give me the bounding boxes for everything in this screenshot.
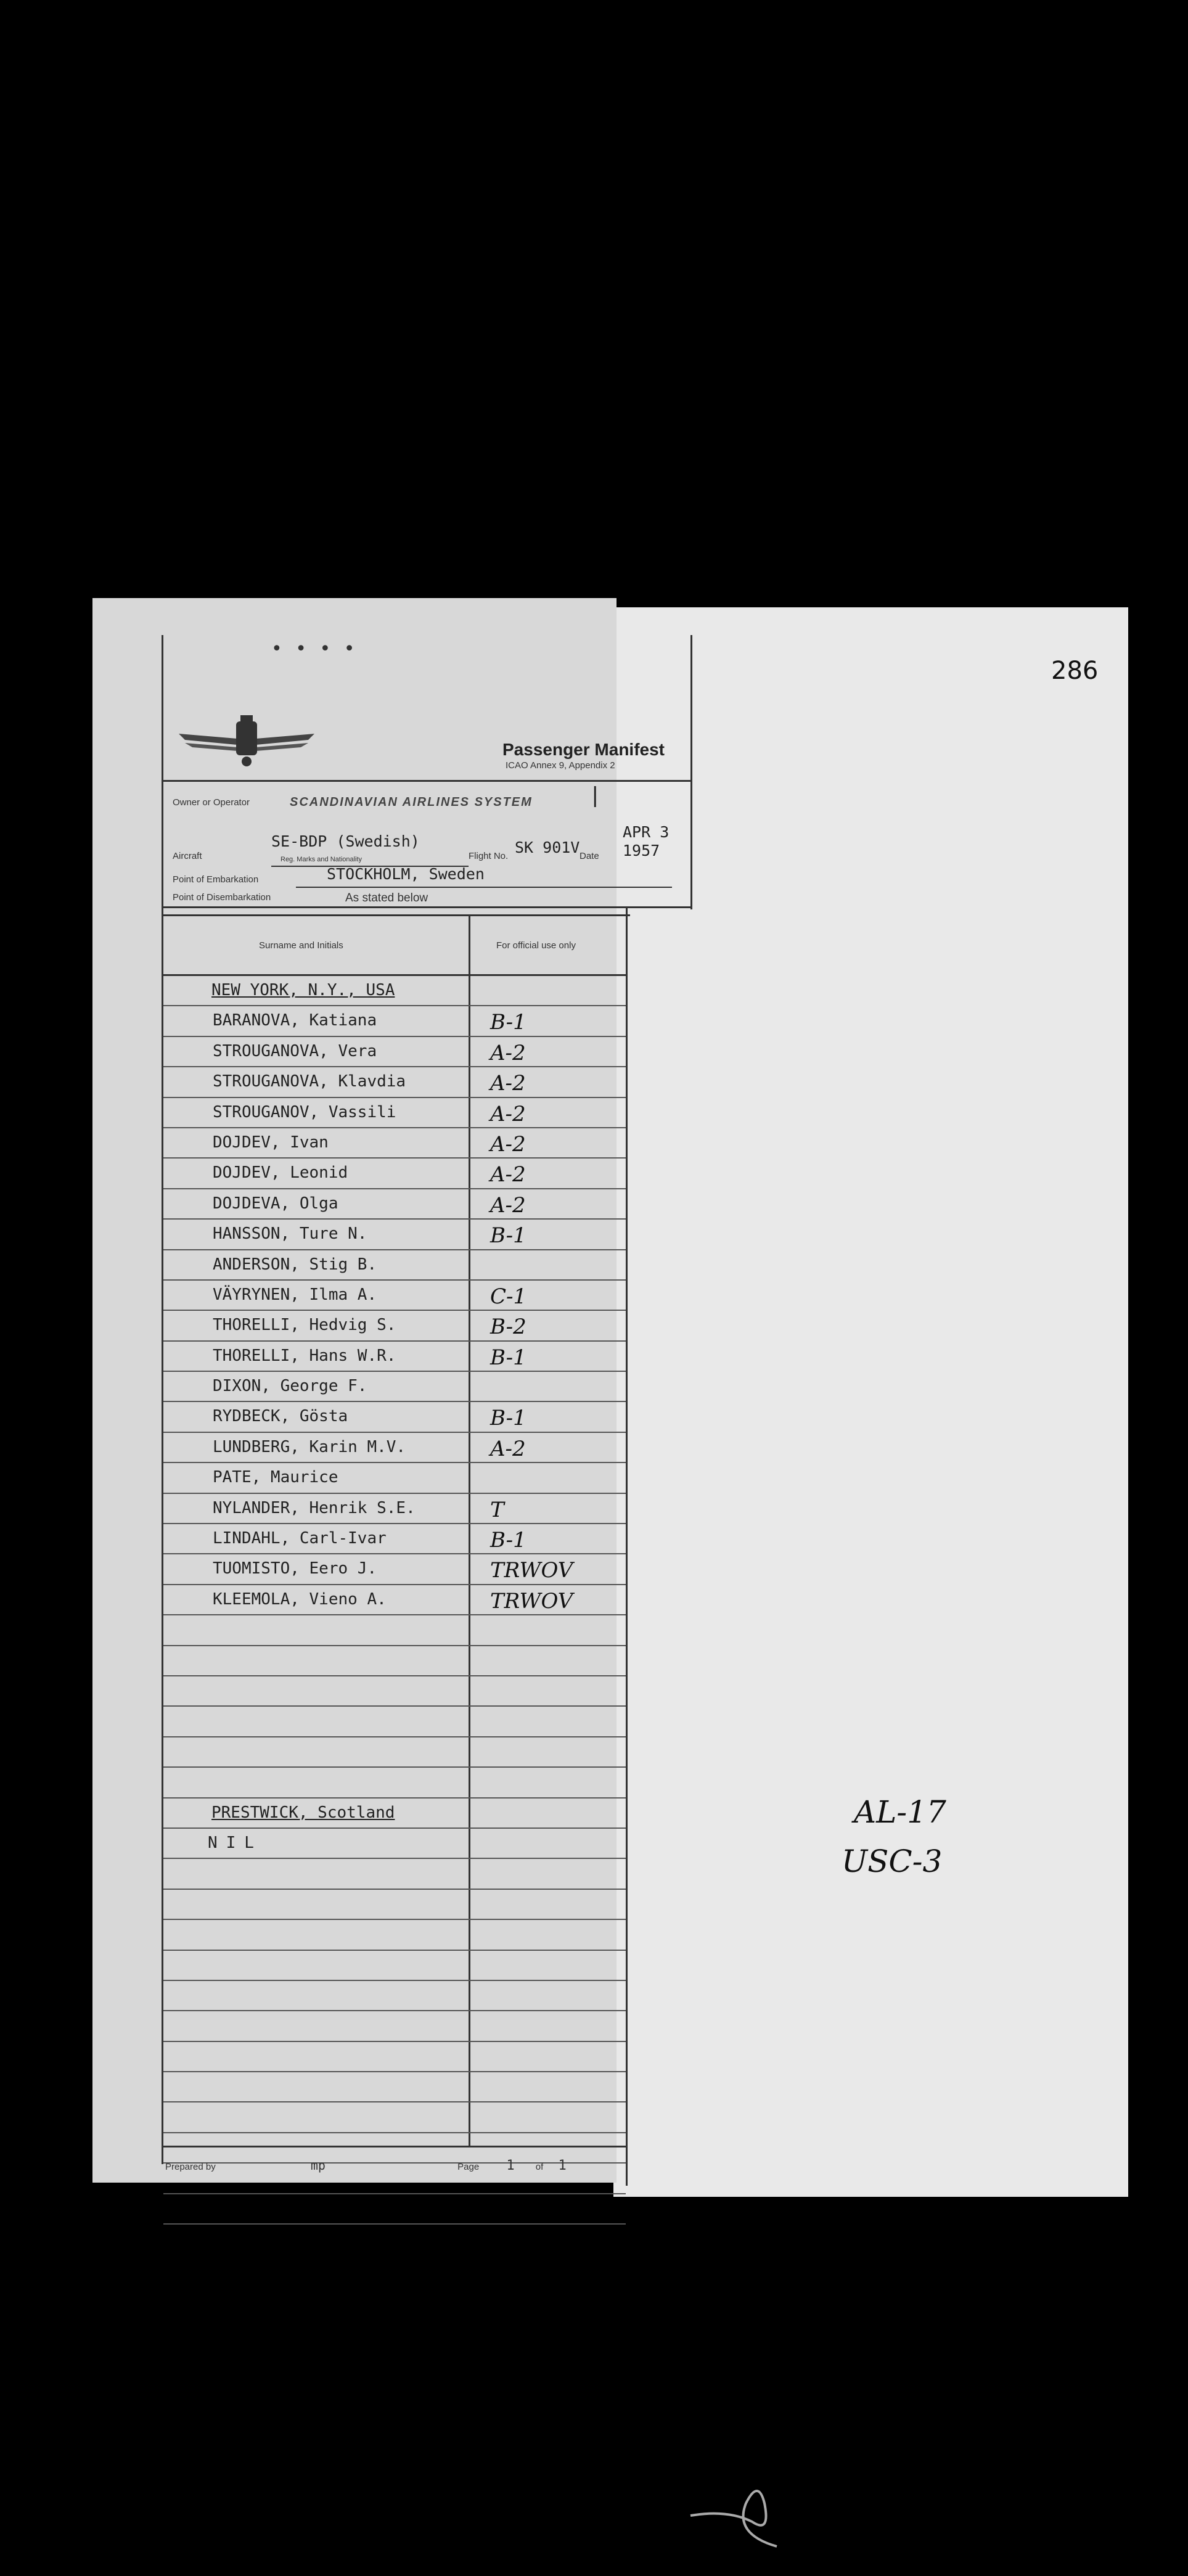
- official-code: B-1: [490, 1010, 526, 1035]
- table-row: [163, 1433, 626, 1463]
- table-row: [163, 1981, 626, 2011]
- of-label: of: [535, 2162, 544, 2172]
- table-row: [163, 1859, 626, 1889]
- official-code: C-1: [490, 1284, 527, 1309]
- passenger-name: RYDBECK, Gösta: [213, 1407, 348, 1426]
- column-header-official: For official use only: [496, 940, 576, 951]
- passenger-name: STROUGANOV, Vassili: [213, 1102, 396, 1122]
- table-row: [163, 1159, 626, 1189]
- disembark-value: As stated below: [345, 892, 428, 904]
- of-value: 1: [558, 2158, 567, 2173]
- title-rule: [162, 780, 692, 782]
- page-value: 1: [506, 2158, 515, 2173]
- official-code: B-2: [490, 1315, 526, 1340]
- table-row: [163, 1920, 626, 1950]
- page-number: 286: [1051, 657, 1099, 685]
- official-code: A-2: [490, 1436, 526, 1461]
- section-heading: PRESTWICK, Scotland: [211, 1803, 395, 1822]
- passenger-name: ANDERSON, Stig B.: [213, 1255, 377, 1274]
- official-code: TRWOV: [490, 1588, 573, 1614]
- table-row: [163, 2011, 626, 2041]
- owner-value: SCANDINAVIAN AIRLINES SYSTEM: [290, 795, 533, 809]
- official-code: B-1: [490, 1223, 526, 1249]
- passenger-name: PATE, Maurice: [213, 1468, 338, 1487]
- official-code: A-2: [490, 1040, 526, 1065]
- airline-winged-crest-icon: [179, 709, 314, 771]
- embark-value: STOCKHOLM, Sweden: [327, 865, 485, 883]
- passenger-name: DIXON, George F.: [213, 1377, 367, 1396]
- table-row: [163, 1524, 626, 1554]
- official-code: A-2: [490, 1131, 526, 1157]
- owner-label: Owner or Operator: [173, 797, 250, 808]
- passenger-name: NIL: [208, 1833, 263, 1852]
- official-code: TRWOV: [490, 1558, 573, 1583]
- passenger-name: BARANOVA, Katiana: [213, 1011, 377, 1030]
- passenger-name: DOJDEV, Ivan: [213, 1133, 329, 1152]
- table-row: [163, 2042, 626, 2072]
- table-row: [163, 1737, 626, 1768]
- official-code: T: [490, 1497, 504, 1522]
- owner-mark: |: [589, 783, 602, 808]
- table-row: [163, 1890, 626, 1920]
- table-row: [163, 1799, 626, 1829]
- official-code: B-1: [490, 1528, 526, 1553]
- disembark-label: Point of Disembarkation: [173, 892, 271, 903]
- table-row: [163, 1189, 626, 1220]
- table-row: [163, 1585, 626, 1615]
- header-bottom-rule: [162, 906, 692, 908]
- table-row: [163, 2194, 626, 2225]
- table-row: [163, 1281, 626, 1311]
- table-row: [163, 1220, 626, 1250]
- table-row: [163, 1646, 626, 1676]
- table-row: [163, 1829, 626, 1859]
- table-row: [163, 2072, 626, 2102]
- manifest-title: Passenger Manifest: [502, 740, 665, 759]
- official-code: A-2: [490, 1071, 526, 1096]
- side-note-line1: AL-17: [854, 1794, 946, 1830]
- table-row: [163, 1067, 626, 1097]
- date-value-line1: APR 3: [623, 823, 670, 841]
- passenger-name: VÄYRYNEN, Ilma A.: [213, 1285, 377, 1304]
- table-row: [163, 1494, 626, 1524]
- passenger-name: THORELLI, Hans W.R.: [213, 1346, 396, 1365]
- table-top-rule: [162, 914, 630, 916]
- official-code: A-2: [490, 1162, 526, 1188]
- passenger-name: NYLANDER, Henrik S.E.: [213, 1498, 416, 1517]
- passenger-name: STROUGANOVA, Klavdia: [213, 1072, 406, 1091]
- table-row: [163, 1006, 626, 1036]
- passenger-name: DOJDEVA, Olga: [213, 1194, 338, 1213]
- passenger-name: LINDAHL, Carl-Ivar: [213, 1529, 387, 1548]
- passenger-list: [163, 976, 626, 2225]
- manifest-subtitle: ICAO Annex 9, Appendix 2: [506, 760, 615, 771]
- table-row: [163, 1707, 626, 1737]
- footer-bar: [165, 2158, 567, 2173]
- page-label: Page: [457, 2162, 480, 2172]
- table-row: [163, 1768, 626, 1798]
- table-row: [163, 1128, 626, 1159]
- official-code: A-2: [490, 1101, 526, 1126]
- table-row: [163, 1676, 626, 1707]
- official-code: B-1: [490, 1345, 526, 1370]
- aircraft-value: SE-BDP (Swedish): [271, 832, 420, 850]
- table-row: [163, 976, 626, 1006]
- embark-underline: [296, 887, 672, 888]
- table-row: [163, 1311, 626, 1341]
- date-label: Date: [580, 851, 599, 861]
- aircraft-label: Aircraft: [173, 851, 202, 861]
- table-row: [163, 1372, 626, 1402]
- flight-label: Flight No.: [469, 851, 509, 861]
- table-row: [163, 2102, 626, 2133]
- passenger-name: LUNDBERG, Karin M.V.: [213, 1437, 406, 1456]
- table-row: [163, 1037, 626, 1067]
- table-row: [163, 1554, 626, 1585]
- table-row: [163, 1250, 626, 1281]
- passenger-name: THORELLI, Hedvig S.: [213, 1316, 396, 1335]
- flight-value: SK 901V: [515, 839, 580, 856]
- table-row: [163, 1342, 626, 1372]
- table-right-border: [626, 906, 628, 2186]
- passenger-name: KLEEMOLA, Vieno A.: [213, 1589, 387, 1609]
- passenger-name: DOJDEV, Leonid: [213, 1163, 348, 1183]
- passenger-name: HANSSON, Ture N.: [213, 1224, 367, 1244]
- prepared-by-value: mp: [310, 2158, 326, 2173]
- table-row: [163, 1615, 626, 1646]
- passenger-name: STROUGANOVA, Vera: [213, 1041, 377, 1060]
- column-header-name: Surname and Initials: [259, 940, 343, 951]
- side-note-line2: USC-3: [842, 1844, 943, 1879]
- official-code: B-1: [490, 1406, 526, 1431]
- table-row: [163, 1098, 626, 1128]
- punch-dots: • • • •: [271, 638, 359, 660]
- official-code: A-2: [490, 1192, 526, 1218]
- passenger-name: TUOMISTO, Eero J.: [213, 1559, 377, 1578]
- header-right-border: [690, 635, 692, 909]
- table-row: [163, 1951, 626, 1981]
- date-value-line2: 1957: [623, 842, 660, 859]
- section-heading: NEW YORK, N.Y., USA: [211, 981, 395, 999]
- table-row: [163, 1463, 626, 1493]
- embark-label: Point of Embarkation: [173, 874, 259, 885]
- prepared-by-label: Prepared by: [165, 2162, 216, 2172]
- table-row: [163, 1402, 626, 1432]
- signature-scribble: [678, 2466, 789, 2553]
- aircraft-sublabel: Reg. Marks and Nationality: [281, 856, 363, 863]
